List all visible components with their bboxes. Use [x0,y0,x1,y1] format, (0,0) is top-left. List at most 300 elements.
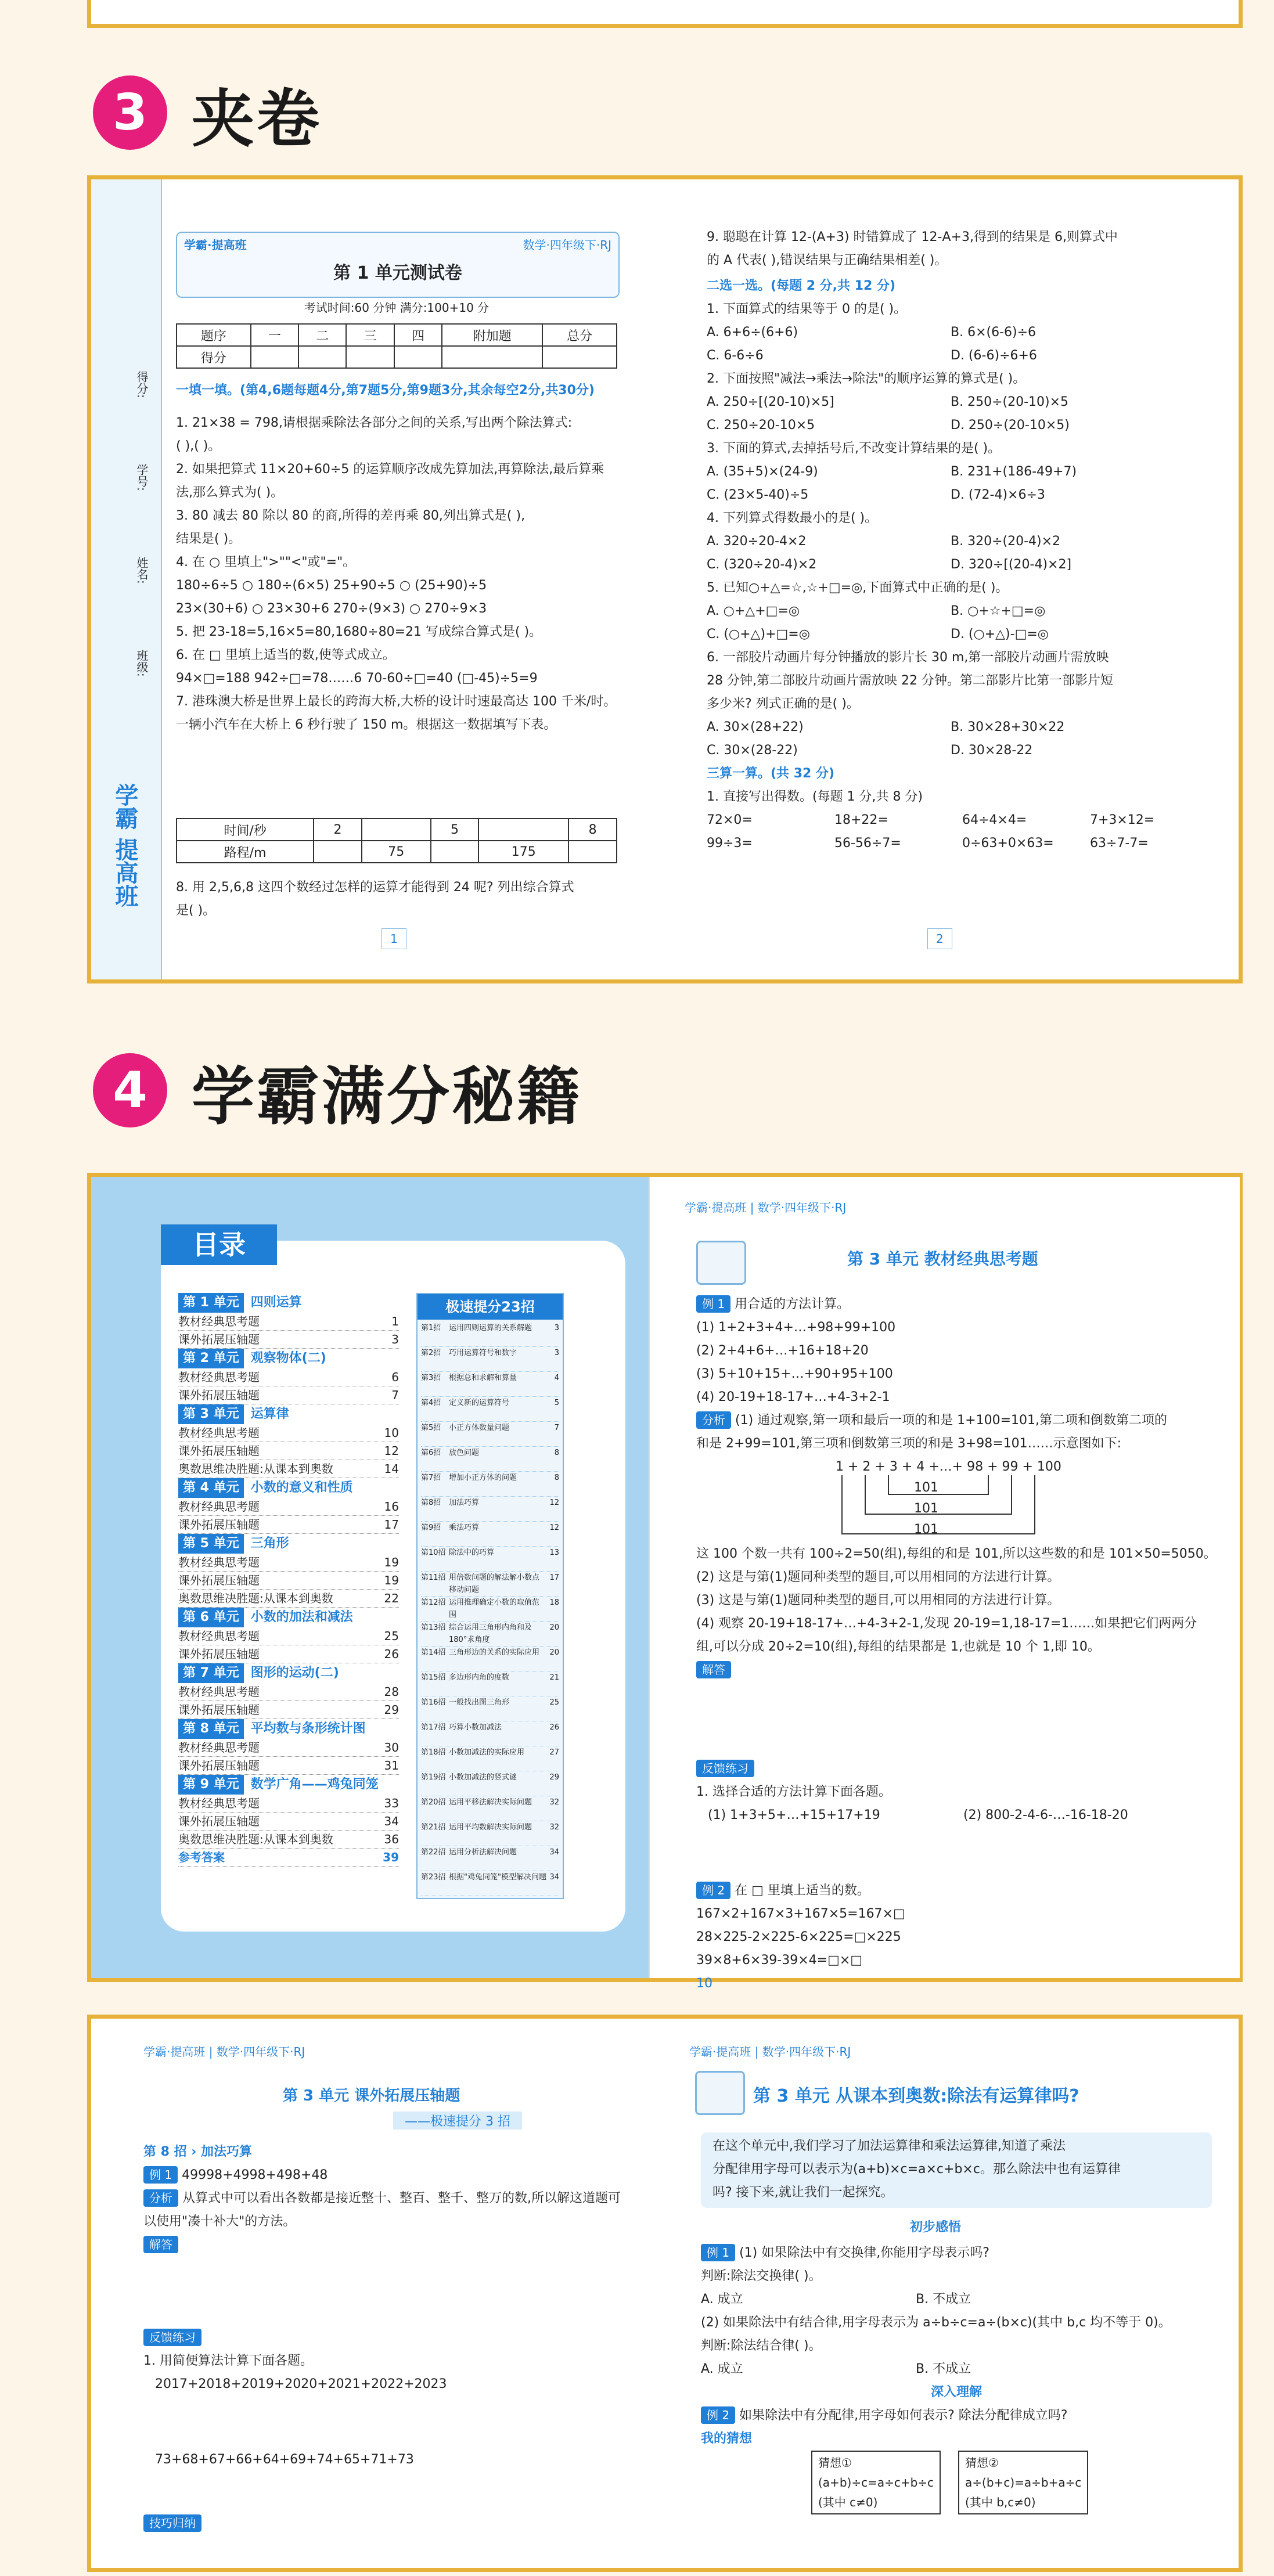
option: C. 6-6÷6 [707,348,764,363]
speed-cell [478,819,568,841]
question-line: 结果是( )。 [176,532,242,546]
tip-entry[interactable] [421,1522,559,1547]
tip-entry[interactable] [421,1547,559,1572]
tip-page: 18 [549,1598,559,1607]
toc-entry-label: 教材经典思考题 [178,1370,260,1384]
tip-entry[interactable] [421,1422,559,1447]
toc-entry[interactable] [178,1795,399,1813]
option: C. 250÷20-10×5 [707,418,815,433]
olympiad-title-icon [695,2071,745,2115]
option: A. (35+5)×(24-9) [707,464,818,479]
tip-number: 第20招 [421,1798,446,1807]
guess-line: 猜想① [818,2456,852,2470]
tip-entry[interactable] [421,1322,559,1347]
tip-entry[interactable] [421,1796,559,1821]
toc-entry[interactable] [178,1757,399,1775]
practice-question: 1. 选择合适的方法计算下面各题。 [696,1785,891,1799]
exam-paper-frame [87,175,1243,983]
intro-line: 分配律用字母可以表示为(a+b)×c=a×c+b×c。那么除法中也有运算律 [712,2162,1121,2177]
tip-number: 第10招 [421,1548,446,1557]
toc-unit-heading[interactable] [178,1775,399,1795]
toc-entry-page: 17 [384,1518,399,1532]
intro-line: 吗? 接下来,就让我们一起探究。 [712,2185,894,2200]
score-cell: 题序 [177,324,251,346]
choice-options [707,600,1218,623]
toc-entry[interactable] [178,1442,399,1460]
toc-entry-label: 教材经典思考题 [178,1796,260,1810]
tip-page: 34 [549,1848,559,1857]
choice-question: 5. 已知○+△=☆,☆+□=◎,下面算式中正确的是( )。 [707,581,1009,595]
guess-label: 我的猜想 [701,2431,753,2446]
extension-page [91,2019,672,2576]
question-line: 7. 港珠澳大桥是世界上最长的跨海大桥,大桥的设计时速最高达 100 千米/时。 [176,694,617,709]
toc-entry-page: 31 [384,1759,399,1772]
toc-entry[interactable] [178,1590,399,1608]
tip-number: 第8招 [421,1498,441,1507]
tip-number: 第19招 [421,1773,446,1782]
tip-entry[interactable] [421,1696,559,1721]
tip-entry[interactable] [421,1871,559,1896]
tip-title: 巧算小数加减法 [449,1723,502,1732]
toc-answers-entry[interactable] [178,1849,399,1867]
exam-meta: 考试时间:60 分钟 满分:100+10 分 [304,301,490,315]
tips-list [418,1320,563,1898]
tip-title: 小数加减法的竖式谜 [449,1773,517,1782]
toc-entry[interactable] [178,1701,399,1719]
toc-entry-label: 课外拓展压轴题 [178,1703,260,1717]
question-line: ( ),( )。 [176,439,221,453]
solve-badge: 解答 [143,2236,178,2253]
example-line: (1) 如果除法中有交换律,你能用字母表示吗? [739,2246,989,2260]
pairing-diagram [696,1455,1219,1543]
spine-field-score: 得分: [135,371,149,398]
tip-number: 第5招 [421,1424,441,1432]
speed-cell [362,819,431,841]
tip-number: 第13招 [421,1623,446,1632]
tip-title: 根据"鸡兔同笼"模型解决问题 [449,1873,546,1882]
toc-list [178,1293,399,1867]
score-cell: 附加题 [442,324,542,346]
toc-unit-name: 三角形 [250,1536,289,1551]
toc-entry-label: 教材经典思考题 [178,1555,260,1569]
practice-badge: 反馈练习 [143,2329,201,2346]
analysis-badge: 分析 [143,2189,178,2207]
toc-entry[interactable] [178,1683,399,1701]
question-line: 3. 80 减去 80 除以 80 的商,所得的差再乘 80,列出算式是( ), [176,509,526,523]
toc-entry[interactable] [178,1313,399,1331]
toc-entry-page: 7 [391,1388,399,1402]
score-cell [298,346,346,368]
tip-entry[interactable] [421,1721,559,1746]
option: A. 30×(28+22) [707,720,804,734]
toc-entry[interactable] [178,1498,399,1516]
tip-page: 12 [549,1523,559,1532]
tip-entry[interactable] [421,1472,559,1497]
example-line: 39×8+6×39-39×4=□×□ [696,1953,863,1968]
toc-entry[interactable] [178,1460,399,1478]
tip-title: 除法中的巧算 [449,1548,495,1557]
tip-number: 第17招 [421,1723,446,1732]
left-questions [176,412,629,737]
question-line: 6. 一部胶片动画片每分钟播放的影片长 30 m,第一部胶片动画片需放映 [707,650,1109,665]
tip-title: 一般找出图三角形 [449,1698,510,1707]
speed-cell: 5 [431,819,479,841]
extension-title: 第 3 单元 课外拓展压轴题 [283,2087,460,2105]
exam-brand: 学霸·提高班 [184,238,247,252]
toc-unit-heading[interactable] [178,1293,399,1313]
option: A. 6+6÷(6+6) [707,325,798,340]
guess-line: a÷(b+c)=a÷b+a÷c [965,2476,1082,2489]
tip-number: 第3招 [421,1374,441,1382]
option: D. 30×28-22 [951,743,1033,758]
score-cell [251,346,298,368]
toc-entry-page: 30 [384,1741,399,1754]
question-line: 9. 聪聪在计算 12-(A+3) 时错算成了 12-A+3,得到的结果是 6,则算式中 [707,230,1118,244]
toc-entry[interactable] [178,1516,399,1534]
analysis-line: 和是 2+99=101,第三项和倒数第三项的和是 3+98=101……示意图如下: [696,1436,1122,1451]
question-line: 的 A 代表( ),错误结果与正确结果相差( )。 [707,253,948,268]
tip-number: 第14招 [421,1648,446,1657]
toc-entry[interactable] [178,1424,399,1442]
tip-entry[interactable] [421,1572,559,1597]
option: B. ○+☆+□=◎ [951,604,1046,618]
extension-subtitle: ——极速提分 3 招 [393,2112,522,2130]
toc-entry-label: 教材经典思考题 [178,1741,260,1754]
tip-title: 第 8 招 › 加法巧算 [143,2145,253,2159]
tip-title: 加法巧算 [449,1498,480,1507]
question-line: 2. 如果把算式 11×20+60÷5 的运算顺序改成先算加法,再算除法,最后算乘 [176,462,604,477]
exam-grade-tag: 数学·四年级下·RJ [523,238,611,252]
example-2-text: 在 □ 里填上适当的数。 [735,1883,870,1898]
option: C. (23×5-40)÷5 [707,488,809,502]
speed-table [176,818,617,863]
tip-entry[interactable] [421,1746,559,1771]
tip-entry[interactable] [421,1647,559,1671]
tip-entry[interactable] [421,1397,559,1422]
score-cell: 二 [298,324,346,346]
toc-entry-page: 19 [384,1573,399,1587]
option: D. 250÷(20-10×5) [951,418,1070,433]
toc-unit-tag: 第 8 单元 [178,1719,244,1739]
option: A. 成立 [701,2292,743,2307]
toc-entry-page: 19 [384,1555,399,1569]
tip-page: 12 [549,1498,559,1507]
question-line: 8. 用 2,5,6,8 这四个数经过怎样的运算才能得到 24 呢? 列出综合算式 [176,880,574,895]
tip-title: 综合运用三角形内角和及180°求角度 [449,1623,532,1644]
tip-page: 34 [549,1873,559,1882]
olympiad-header: 学霸·提高班 | 数学·四年级下·RJ [689,2045,851,2059]
tip-title: 用倍数问题的解法解小数点移动问题 [449,1573,540,1594]
section-3-title: 夹卷 [192,83,322,156]
tip-title: 三角形边的关系的实际应用 [449,1648,540,1657]
practice-question: 1. 用简便算法计算下面各题。 [143,2354,313,2368]
toc-entry[interactable] [178,1831,399,1849]
tip-page: 20 [549,1623,559,1632]
toc-entry-label: 课外拓展压轴题 [178,1444,260,1458]
toc-entry[interactable] [178,1813,399,1831]
example-line: 28×225-2×225-6×225=□×225 [696,1930,901,1944]
toc-unit-name: 数学广角——鸡兔同笼 [250,1777,379,1792]
page-number-right: 2 [927,928,952,949]
calc-row [707,832,1218,855]
extension-body [143,2141,643,2535]
toc-unit-tag: 第 9 单元 [178,1775,244,1795]
toc-unit-tag: 第 5 单元 [178,1534,244,1554]
tip-title: 运用平均数解决实际问题 [449,1823,532,1832]
toc-entry[interactable] [178,1386,399,1404]
toc-entry-label: 课外拓展压轴题 [178,1573,260,1587]
summary-badge: 技巧归纳 [143,2514,201,2532]
question-8 [176,876,629,923]
bottom-spread-frame [87,2015,1243,2572]
toc-unit-heading[interactable] [178,1349,399,1368]
choice-options [707,391,1218,414]
toc-unit-heading[interactable] [178,1534,399,1554]
tip-number: 第12招 [421,1598,446,1607]
toc-unit-name: 小数的意义和性质 [250,1480,353,1495]
toc-entry[interactable] [178,1739,399,1757]
options-row [701,2288,1212,2311]
option: D. 320÷[(20-4)×2] [951,557,1072,572]
exam-title: 第 1 单元测试卷 [333,263,462,283]
choice-options [707,460,1218,484]
analysis-line: 组,可以分成 20÷2=10(组),每组的结果都是 1,也就是 10 个 1,即 10。 [696,1640,1100,1654]
example-2-text: 如果除法中有分配律,用字母如何表示? 除法分配律成立吗? [739,2408,1068,2423]
speed-cell: 75 [362,841,431,863]
toc-entry[interactable] [178,1645,399,1663]
option: C. 30×(28-22) [707,743,798,758]
question-line: 4. 在 ○ 里填上">""<"或"="。 [176,555,356,570]
toc-entry[interactable] [178,1572,399,1590]
example-text: 49998+4998+498+48 [182,2168,328,2182]
tip-entry[interactable] [421,1497,559,1522]
tip-entry[interactable] [421,1671,559,1696]
option: B. 231+(186-49+7) [951,464,1077,479]
tip-page: 29 [549,1773,559,1782]
toc-unit-tag: 第 6 单元 [178,1608,244,1627]
score-cell: 三 [346,324,394,346]
tip-page: 25 [549,1698,559,1707]
option: B. 250÷(20-10)×5 [951,395,1069,409]
tip-number: 第2招 [421,1349,441,1357]
tip-title: 增加小正方体的问题 [449,1473,517,1482]
score-cell [394,346,442,368]
tip-entry[interactable] [421,1771,559,1796]
toc-entry-page: 26 [384,1647,399,1661]
tip-entry[interactable] [421,1821,559,1846]
exam-spine [91,179,162,979]
spine-field-id: 学号: [135,464,149,491]
toc-entry-label: 课外拓展压轴题 [178,1388,260,1402]
analysis-line: 以使用"凑十补大"的方法。 [143,2214,296,2229]
choice-options [707,530,1218,553]
example-line: 判断:除法结合律( )。 [701,2339,822,2353]
choice-options [707,321,1218,344]
toc-entry-page: 33 [384,1796,399,1810]
tip-number: 第4招 [421,1399,441,1407]
toc-unit-heading[interactable] [178,1663,399,1683]
tip-page: 5 [554,1399,559,1407]
tip-page: 3 [554,1324,559,1332]
score-cell: 四 [394,324,442,346]
analysis-line: (1) 通过观察,第一项和最后一项的和是 1+100=101,第二项和倒数第二项的 [735,1413,1167,1428]
score-cell: 一 [251,324,298,346]
example-line: (2) 如果除法中有结合律,用字母表示为 a÷b÷c=a÷(b×c)(其中 b,c 均不等于 0)。 [701,2315,1171,2330]
toc-entry-page: 25 [384,1629,399,1643]
tips-panel [416,1293,564,1899]
toc-unit-heading[interactable] [178,1719,399,1739]
option: A. ○+△+□=◎ [707,604,800,618]
section-3-header: 三算一算。(共 32 分) [707,766,835,781]
toc-entry-page: 29 [384,1703,399,1717]
toc-spread-frame [87,1173,1243,1991]
tip-number: 第23招 [421,1873,446,1882]
speed-cell: 时间/秒 [177,819,314,841]
toc-unit-heading[interactable] [178,1608,399,1627]
example-1-badge: 例 1 [696,1295,730,1313]
toc-unit-heading[interactable] [178,1404,399,1424]
speed-cell: 路程/m [177,841,314,863]
toc-unit-name: 图形的运动(二) [250,1666,339,1680]
choice-options [707,344,1218,368]
tip-page: 27 [549,1748,559,1757]
tip-entry[interactable] [421,1447,559,1472]
speed-cell [431,841,479,863]
classic-header: 学霸·提高班 | 数学·四年级下·RJ [685,1201,847,1215]
question-line: 1. 直接写出得数。(每题 1 分,共 8 分) [707,790,923,804]
classic-title-icon [696,1241,746,1285]
toc-entry-page: 14 [384,1462,399,1476]
guess-box-2 [958,2451,1088,2514]
practice-item: (2) 800-2-4-6-…-16-18-20 [963,1808,1128,1822]
question-line: 28 分钟,第二部胶片动画片需放映 22 分钟。第二部影片比第一部影片短 [707,673,1113,688]
tip-page: 3 [554,1349,559,1357]
classic-page [649,1177,1240,1991]
toc-entry-label: 课外拓展压轴题 [178,1518,260,1532]
tip-page: 21 [549,1673,559,1682]
tip-page: 26 [549,1723,559,1732]
tip-number: 第16招 [421,1698,446,1707]
score-table [176,323,617,369]
tip-title: 乘法巧算 [449,1523,480,1532]
spine-brand-logo: 学霸 提高班 [111,783,138,907]
analysis-badge: 分析 [696,1411,731,1429]
tip-title: 小正方体数量问题 [449,1424,510,1432]
tip-page: 7 [554,1424,559,1432]
calc-item: 99÷3= [707,836,753,851]
toc-entry-label: 教材经典思考题 [178,1685,260,1699]
tip-entry[interactable] [421,1347,559,1372]
toc-entry-page: 36 [384,1832,399,1846]
question-line: 一辆小汽车在大桥上 6 秒行驶了 150 m。根据这一数据填写下表。 [176,718,557,732]
toc-unit-name: 小数的加法和减法 [250,1610,353,1624]
option: A. 成立 [701,2362,743,2376]
analysis-line: (3) 这是与第(1)题同种类型的题目,可以用相同的方法进行计算。 [696,1593,1060,1608]
toc-left-page [91,1177,649,1978]
guess-box-1 [811,2451,941,2514]
toc-entry-label: 课外拓展压轴题 [178,1759,260,1772]
tip-title: 小数加减法的实际应用 [449,1748,525,1757]
tip-entry[interactable] [421,1846,559,1871]
tip-number: 第1招 [421,1324,441,1332]
toc-entry[interactable] [178,1368,399,1386]
analysis-line: (2) 这是与第(1)题同种类型的题目,可以用相同的方法进行计算。 [696,1570,1060,1584]
option: B. 30×28+30×22 [951,720,1065,734]
section-4-number: 4 [93,1053,167,1127]
speed-cell: 175 [478,841,568,863]
tip-number: 第15招 [421,1673,446,1682]
choice-question: 4. 下列算式得数最小的是( )。 [707,511,878,525]
page-number-left: 1 [382,928,406,949]
tip-entry[interactable] [421,1372,559,1397]
tip-title: 根据总和求解和算量 [449,1374,517,1382]
page-number: 10 [696,1976,712,1991]
question-line: 多少米? 列式正确的是( )。 [707,697,859,711]
toc-entry-label: 教材经典思考题 [178,1426,260,1440]
calc-row [707,809,1218,832]
tip-page: 4 [554,1374,559,1382]
example-line: (1) 1+2+3+4+…+98+99+100 [696,1320,896,1335]
tip-title: 运用分析法解决问题 [449,1848,517,1857]
diagram-sum: 101 [914,1480,938,1495]
option: B. 不成立 [916,2292,971,2307]
toc-entry[interactable] [178,1331,399,1349]
tip-page: 8 [554,1473,559,1482]
score-cell [542,346,617,368]
section-2-header: 二选一选。(每题 2 分,共 12 分) [707,279,896,293]
example-line: 判断:除法交换律( )。 [701,2269,822,2283]
tip-page: 8 [554,1449,559,1457]
tip-entry[interactable] [421,1597,559,1622]
spine-field-class: 班级: [135,650,149,677]
diagram-top: 1 + 2 + 3 + 4 +…+ 98 + 99 + 100 [836,1460,1061,1474]
option: B. 6×(6-6)÷6 [951,325,1037,340]
extension-header: 学霸·提高班 | 数学·四年级下·RJ [143,2045,305,2059]
toc-entry-label: 参考答案 [178,1850,225,1864]
question-line: 法,那么算式为( )。 [176,485,284,500]
guess-line: 猜想② [965,2456,999,2470]
toc-unit-tag: 第 2 单元 [178,1349,244,1368]
classic-title: 第 3 单元 教材经典思考题 [847,1249,1038,1269]
option: D. (○+△)-□=◎ [951,627,1049,642]
classic-body [696,1293,1219,1995]
score-cell [442,346,542,368]
toc-entry-label: 奥数思维决胜题:从课本到奥数 [178,1832,333,1846]
option: B. 不成立 [916,2362,971,2376]
tip-entry[interactable] [421,1622,559,1647]
speed-cell: 2 [314,819,362,841]
option: D. (6-6)÷6+6 [951,348,1037,363]
tip-page: 20 [549,1648,559,1657]
toc-unit-heading[interactable] [178,1478,399,1498]
toc-entry[interactable] [178,1554,399,1572]
choice-question: 2. 下面按照"减法→乘法→除法"的顺序运算的算式是( )。 [707,372,1026,386]
toc-entry-label: 教材经典思考题 [178,1629,260,1643]
calc-item: 18+22= [834,813,888,827]
toc-entry[interactable] [178,1627,399,1645]
calc-item: 56-56÷7= [834,836,901,851]
analysis-line: 这 100 个数一共有 100÷2=50(组),每组的和是 101,所以这些数的和是 101×50=5050。 [696,1547,1217,1561]
olympiad-page [672,2019,1239,2576]
toc-unit-name: 观察物体(二) [250,1351,326,1366]
toc-entry-page: 6 [391,1370,399,1384]
example-line: (2) 2+4+6+…+16+18+20 [696,1343,869,1358]
olympiad-title: 第 3 单元 从课本到奥数:除法有运算律吗? [753,2086,1079,2106]
section-3-number: 3 [93,75,167,150]
toc-entry-label: 奥数思维决胜题:从课本到奥数 [178,1462,333,1476]
toc-unit-tag: 第 3 单元 [178,1404,244,1424]
choice-question: 1. 下面算式的结果等于 0 的是( )。 [707,302,907,316]
